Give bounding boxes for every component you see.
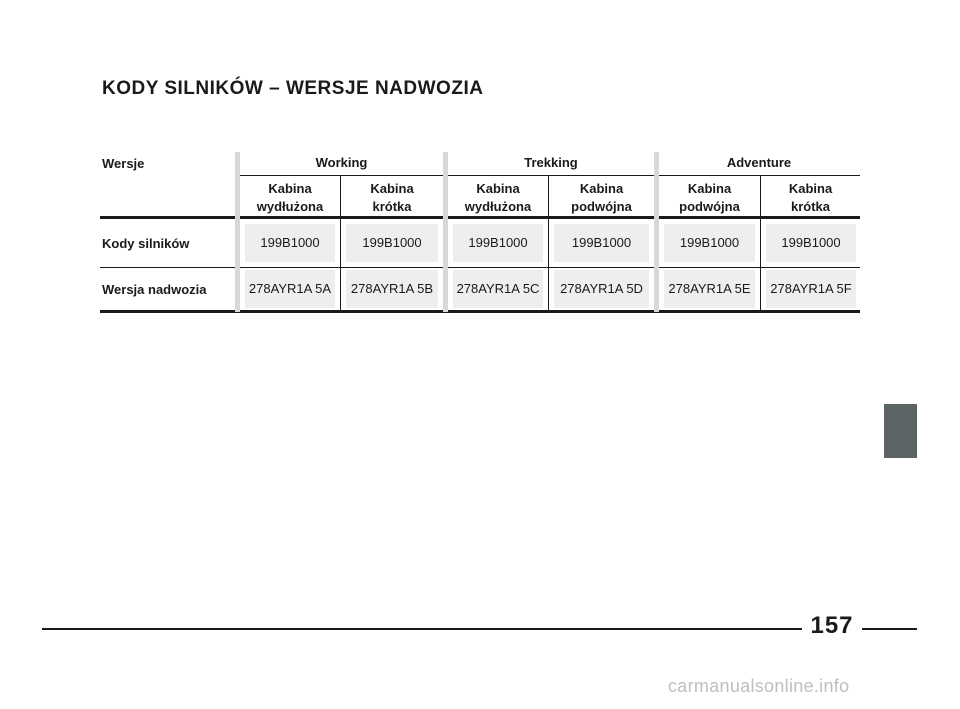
- row-label-engine-codes: Kody silników: [102, 236, 190, 251]
- table-cell: 278AYR1A 5B: [346, 270, 438, 308]
- footer-rule-left: [42, 628, 802, 630]
- group-separator: [235, 152, 240, 312]
- group-separator: [654, 152, 659, 312]
- column-header: Kabina wydłużona: [464, 181, 532, 214]
- row-header-label: Wersje: [102, 156, 145, 171]
- table-cell: 199B1000: [453, 224, 543, 262]
- row-label-body-version: Wersja nadwozia: [102, 282, 207, 297]
- table-cell: 199B1000: [245, 224, 335, 262]
- page-title: KODY SILNIKÓW – WERSJE NADWOZIA: [102, 78, 484, 99]
- group-header-rule: [240, 175, 860, 176]
- column-header: Kabina krótka: [788, 181, 833, 214]
- column-header: Kabina wydłużona: [256, 181, 324, 214]
- table-cell: 278AYR1A 5E: [664, 270, 755, 308]
- table-cell: 278AYR1A 5C: [453, 270, 543, 308]
- group-header-trekking: Trekking: [524, 155, 578, 170]
- table-cell: 278AYR1A 5F: [766, 270, 856, 308]
- column-header: Kabina krótka: [370, 181, 414, 214]
- table-cell: 199B1000: [664, 224, 755, 262]
- footer-rule-right: [862, 628, 917, 630]
- watermark: carmanualsonline.info: [668, 676, 850, 696]
- header-bottom-rule: [100, 216, 860, 219]
- row-divider: [100, 267, 860, 268]
- chapter-tab: [884, 404, 917, 458]
- table-cell: 199B1000: [346, 224, 438, 262]
- group-header-adventure: Adventure: [726, 155, 792, 170]
- table-cell: 278AYR1A 5D: [554, 270, 649, 308]
- table-cell: 199B1000: [554, 224, 649, 262]
- table-bottom-rule: [100, 310, 860, 313]
- group-header-working: Working: [315, 155, 368, 170]
- group-separator: [443, 152, 448, 312]
- column-header: Kabina podwójna: [679, 181, 740, 214]
- column-header: Kabina podwójna: [571, 181, 632, 214]
- page-number: 157: [810, 612, 854, 639]
- table-cell: 199B1000: [766, 224, 856, 262]
- table-cell: 278AYR1A 5A: [245, 270, 335, 308]
